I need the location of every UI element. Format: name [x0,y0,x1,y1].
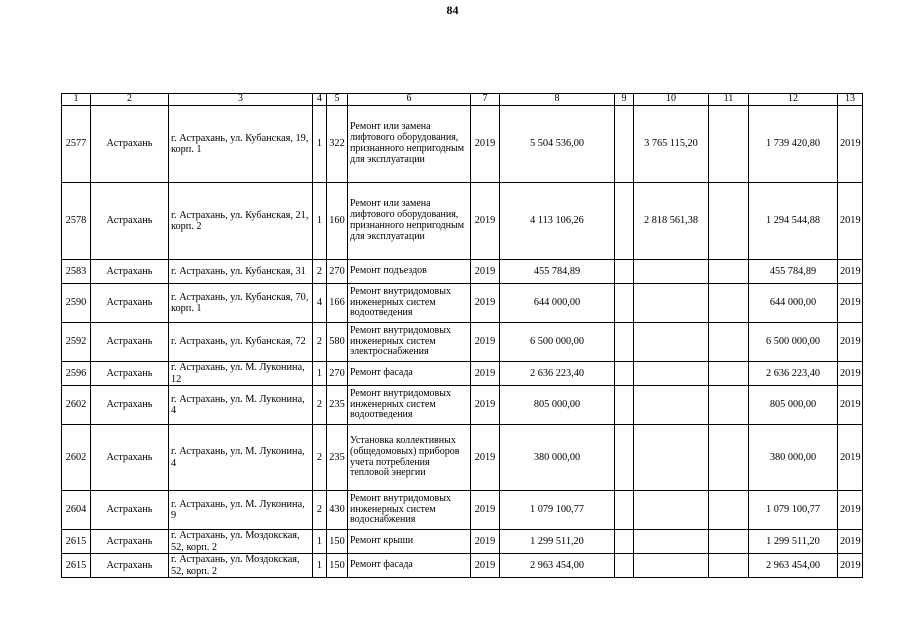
column-4-cell: 1 [313,530,327,554]
column-4-cell: 1 [313,554,327,578]
row-number-cell: 2615 [62,530,91,554]
address-cell: г. Астрахань, ул. М. Луконина, 9 [169,491,313,530]
row-number-cell: 2592 [62,323,91,362]
completion-year-cell: 2019 [838,284,863,323]
year-cell: 2019 [471,425,500,491]
table-row [62,323,863,362]
total-cost-cell: 644 000,00 [500,284,615,323]
year-cell: 2019 [471,362,500,386]
total-cost-cell: 1 299 511,20 [500,530,615,554]
column-9-cell [615,106,634,183]
work-type-cell: Ремонт подъездов [348,260,471,284]
work-type-cell: Ремонт или замена лифтового оборудования, признанного непригодным для эксплуатации [348,183,471,260]
address-cell: г. Астрахань, ул. Моздокская, 52, корп. 2 [169,530,313,554]
column-11-cell [709,491,749,530]
total-cost-cell: 380 000,00 [500,425,615,491]
column-9-cell [615,386,634,425]
work-type-cell: Ремонт фасада [348,554,471,578]
address-cell: г. Астрахань, ул. Кубанская, 72 [169,323,313,362]
column-9-cell [615,362,634,386]
fund-share-cell [634,260,709,284]
city-cell: Астрахань [91,284,169,323]
column-header: 4 [313,94,327,106]
column-header: 3 [169,94,313,106]
column-11-cell [709,183,749,260]
address-cell: г. Астрахань, ул. Кубанская, 31 [169,260,313,284]
city-cell: Астрахань [91,362,169,386]
owners-share-cell: 805 000,00 [749,386,838,425]
column-11-cell [709,362,749,386]
owners-share-cell: 1 079 100,77 [749,491,838,530]
column-header: 5 [327,94,348,106]
column-header: 7 [471,94,500,106]
completion-year-cell: 2019 [838,362,863,386]
year-cell: 2019 [471,284,500,323]
owners-share-cell: 6 500 000,00 [749,323,838,362]
total-cost-cell: 455 784,89 [500,260,615,284]
completion-year-cell: 2019 [838,425,863,491]
total-cost-cell: 2 963 454,00 [500,554,615,578]
column-5-cell: 580 [327,323,348,362]
table-row [62,183,863,260]
work-type-cell: Ремонт внутридомовых инженерных систем водоотведения [348,386,471,425]
total-cost-cell: 6 500 000,00 [500,323,615,362]
city-cell: Астрахань [91,106,169,183]
address-cell: г. Астрахань, ул. М. Луконина, 4 [169,386,313,425]
column-5-cell: 322 [327,106,348,183]
fund-share-cell [634,386,709,425]
row-number-cell: 2578 [62,183,91,260]
column-4-cell: 2 [313,491,327,530]
column-11-cell [709,106,749,183]
owners-share-cell: 2 636 223,40 [749,362,838,386]
fund-share-cell: 3 765 115,20 [634,106,709,183]
fund-share-cell: 2 818 561,38 [634,183,709,260]
table-row [62,425,863,491]
column-4-cell: 2 [313,323,327,362]
page-number: 84 [446,3,459,17]
column-header: 10 [634,94,709,106]
address-cell: г. Астрахань, ул. Кубанская, 21, корп. 2 [169,183,313,260]
completion-year-cell: 2019 [838,554,863,578]
year-cell: 2019 [471,530,500,554]
column-11-cell [709,323,749,362]
column-4-cell: 4 [313,284,327,323]
column-header: 12 [749,94,838,106]
completion-year-cell: 2019 [838,386,863,425]
column-5-cell: 430 [327,491,348,530]
column-9-cell [615,260,634,284]
row-number-cell: 2596 [62,362,91,386]
column-9-cell [615,323,634,362]
total-cost-cell: 4 113 106,26 [500,183,615,260]
fund-share-cell [634,554,709,578]
address-cell: г. Астрахань, ул. М. Луконина, 12 [169,362,313,386]
fund-share-cell [634,323,709,362]
table-body [62,106,863,578]
column-4-cell: 1 [313,106,327,183]
fund-share-cell [634,362,709,386]
column-5-cell: 150 [327,554,348,578]
column-number-row [62,94,863,106]
work-type-cell: Ремонт внутридомовых инженерных систем водоотведения [348,284,471,323]
column-11-cell [709,554,749,578]
row-number-cell: 2602 [62,386,91,425]
column-5-cell: 166 [327,284,348,323]
column-4-cell: 1 [313,183,327,260]
column-4-cell: 2 [313,425,327,491]
city-cell: Астрахань [91,386,169,425]
completion-year-cell: 2019 [838,260,863,284]
city-cell: Астрахань [91,323,169,362]
column-9-cell [615,554,634,578]
row-number-cell: 2577 [62,106,91,183]
work-type-cell: Ремонт внутридомовых инженерных систем электроснабжения [348,323,471,362]
year-cell: 2019 [471,491,500,530]
completion-year-cell: 2019 [838,323,863,362]
row-number-cell: 2604 [62,491,91,530]
fund-share-cell [634,491,709,530]
table-row [62,362,863,386]
year-cell: 2019 [471,554,500,578]
work-type-cell: Ремонт фасада [348,362,471,386]
column-5-cell: 150 [327,530,348,554]
total-cost-cell: 5 504 536,00 [500,106,615,183]
completion-year-cell: 2019 [838,183,863,260]
capital-repair-table [61,93,863,578]
completion-year-cell: 2019 [838,530,863,554]
city-cell: Астрахань [91,530,169,554]
fund-share-cell [634,284,709,323]
column-header: 6 [348,94,471,106]
column-9-cell [615,530,634,554]
column-9-cell [615,491,634,530]
column-header: 8 [500,94,615,106]
owners-share-cell: 1 299 511,20 [749,530,838,554]
year-cell: 2019 [471,106,500,183]
column-5-cell: 270 [327,260,348,284]
column-header: 11 [709,94,749,106]
year-cell: 2019 [471,260,500,284]
column-9-cell [615,284,634,323]
table-row [62,260,863,284]
column-11-cell [709,386,749,425]
owners-share-cell: 1 294 544,88 [749,183,838,260]
fund-share-cell [634,530,709,554]
column-9-cell [615,183,634,260]
column-5-cell: 235 [327,386,348,425]
year-cell: 2019 [471,386,500,425]
row-number-cell: 2602 [62,425,91,491]
table-row [62,554,863,578]
address-cell: г. Астрахань, ул. Кубанская, 70, корп. 1 [169,284,313,323]
completion-year-cell: 2019 [838,491,863,530]
owners-share-cell: 1 739 420,80 [749,106,838,183]
work-type-cell: Ремонт или замена лифтового оборудования, признанного непригодным для эксплуатации [348,106,471,183]
table-row [62,491,863,530]
city-cell: Астрахань [91,491,169,530]
work-type-cell: Ремонт внутридомовых инженерных систем водоснабжения [348,491,471,530]
column-header: 1 [62,94,91,106]
column-11-cell [709,284,749,323]
city-cell: Астрахань [91,554,169,578]
row-number-cell: 2590 [62,284,91,323]
total-cost-cell: 1 079 100,77 [500,491,615,530]
column-header: 13 [838,94,863,106]
table-row [62,386,863,425]
fund-share-cell [634,425,709,491]
owners-share-cell: 2 963 454,00 [749,554,838,578]
work-type-cell: Ремонт крыши [348,530,471,554]
column-11-cell [709,260,749,284]
table-row [62,530,863,554]
address-cell: г. Астрахань, ул. Кубанская, 19, корп. 1 [169,106,313,183]
column-header: 9 [615,94,634,106]
row-number-cell: 2583 [62,260,91,284]
column-5-cell: 270 [327,362,348,386]
city-cell: Астрахань [91,183,169,260]
year-cell: 2019 [471,183,500,260]
city-cell: Астрахань [91,425,169,491]
year-cell: 2019 [471,323,500,362]
owners-share-cell: 380 000,00 [749,425,838,491]
column-header: 2 [91,94,169,106]
address-cell: г. Астрахань, ул. Моздокская, 52, корп. 2 [169,554,313,578]
address-cell: г. Астрахань, ул. М. Луконина, 4 [169,425,313,491]
total-cost-cell: 2 636 223,40 [500,362,615,386]
owners-share-cell: 455 784,89 [749,260,838,284]
column-4-cell: 1 [313,362,327,386]
total-cost-cell: 805 000,00 [500,386,615,425]
column-4-cell: 2 [313,260,327,284]
city-cell: Астрахань [91,260,169,284]
owners-share-cell: 644 000,00 [749,284,838,323]
column-5-cell: 235 [327,425,348,491]
column-11-cell [709,530,749,554]
work-type-cell: Установка коллективных (общедомовых) приборов учета потребления тепловой энергии [348,425,471,491]
column-9-cell [615,425,634,491]
column-5-cell: 160 [327,183,348,260]
table-row [62,106,863,183]
row-number-cell: 2615 [62,554,91,578]
column-11-cell [709,425,749,491]
table-row [62,284,863,323]
completion-year-cell: 2019 [838,106,863,183]
column-4-cell: 2 [313,386,327,425]
